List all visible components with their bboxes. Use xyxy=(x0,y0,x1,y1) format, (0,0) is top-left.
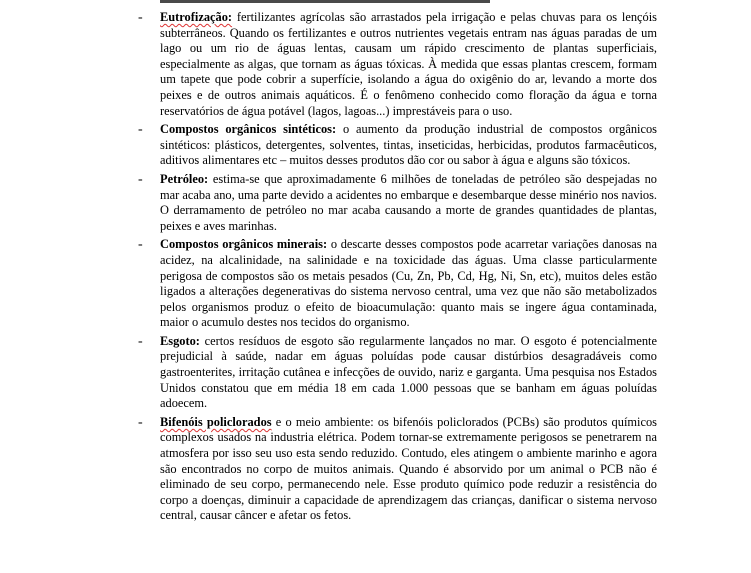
item-body: estima-se que aproximadamente 6 milhões de toneladas de petróleo são despejadas no mar acaba ano, uma parte devido a acidentes no embarque e desembarque desse minério nos navios. O derramamento de petróleo no mar acaba causando a morte de grandes quantidades de plantas, peixes e aves marinhas. xyxy=(160,171,657,233)
list-item-text xyxy=(160,334,657,412)
item-body: certos resíduos de esgoto são regularmente lançados no mar. O esgoto é potencialmente prejudicial à saúde, nadar em águas poluídas pode causar distúrbios desagradáveis como gastroenterites, irritação cutânea e infecções de ouvido, nariz e garganta. Uma pesquisa nos Estados Unidos constatou que em média 18 em cada 1.000 pessoas que se banham em águas poluídas adoecem. xyxy=(160,333,657,411)
list-item-text xyxy=(160,415,657,524)
list-item-eutrofizacao xyxy=(0,10,751,119)
top-rule xyxy=(160,0,490,3)
list-item-text xyxy=(160,10,657,119)
pollution-list xyxy=(0,10,751,527)
list-item-text xyxy=(160,237,657,331)
list-item-esgoto xyxy=(0,334,751,412)
list-dash: - xyxy=(138,237,143,253)
item-body: o descarte desses compostos pode acarretar variações danosas na acidez, na alcalinidade, na salinidade e na toxicidade das águas. Uma classe particularmente perigosa de compostos são os metais pesados (Cu, Zn, Pb, Cd, Hg, Ni, Sn, etc), muitos deles estão ligados a alterações degenerativas do sistema nervoso central, uma vez que não são metabolizados pelos organismos produz o efeito de bioacumulação: quanto mais se ingere água contaminada, maior o acumulo destes nos tecidos do organismo. xyxy=(160,237,657,330)
list-dash: - xyxy=(138,122,143,138)
item-term: Esgoto: xyxy=(160,333,200,348)
list-dash: - xyxy=(138,333,143,349)
list-item-petroleo xyxy=(0,172,751,234)
list-dash: - xyxy=(138,414,143,430)
list-item-compostos-minerais xyxy=(0,237,751,331)
item-term: Bifenóis policlorados xyxy=(160,414,272,429)
list-item-bifenois xyxy=(0,415,751,524)
item-term: Compostos orgânicos minerais: xyxy=(160,237,328,252)
list-item-text xyxy=(160,172,657,234)
list-dash: - xyxy=(138,171,143,187)
item-term: Eutrofização: xyxy=(160,10,233,24)
item-body: fertilizantes agrícolas são arrastados pela irrigação e pelas chuvas para os lençóis subterrâneos. Quando os fertilizantes e outros nutrientes vegetais entram nas águas paradas de um lago ou um rio de águas lentas, causam um rápido crescimento de plantas superficiais, especialmente as algas, que tornam as águas tóxicas. À medida que essas plantas crescem, formam um tapete que pode cobrir a superfície, isolando a água do oxigênio do ar, levando a morte dos peixes e de outros animais aquáticos. É o fenômeno conhecido como floração da água e torna reservatórios de água potável (lagos, lagoas...) imprestáveis para o uso. xyxy=(160,10,657,118)
list-dash: - xyxy=(138,10,143,25)
item-body: e o meio ambiente: os bifenóis policlorados (PCBs) são produtos químicos complexos usados na industria elétrica. Podem tornar-se extremamente perigosos se penetrarem na atmosfera por isso seu uso esta sendo reduzido. Contudo, eles atingem o ambiente marinho e agora são encontrados no corpo de muitos animais. Quando é absorvido por um animal o PCB não é eliminado de seu corpo, permanecendo nele. Esse produto químico pode reduzir a resistência do corpo a doenças, diminuir a capacidade de aprendizagem das crianças, danificar o sistema nervoso central, causar câncer e afetar os fetos. xyxy=(160,414,657,523)
item-term: Compostos orgânicos sintéticos: xyxy=(160,122,337,137)
list-item-text xyxy=(160,122,657,169)
item-body: o aumento da produção industrial de compostos orgânicos sintéticos: plásticos, detergentes, solventes, tintas, inseticidas, herbicidas, produtos farmacêuticos, aditivos alimentares etc – muitos desses produtos dão cor ou sabor à água e alguns são tóxicos. xyxy=(160,122,657,168)
item-term: Petróleo: xyxy=(160,171,209,186)
list-item-compostos-sinteticos xyxy=(0,122,751,169)
